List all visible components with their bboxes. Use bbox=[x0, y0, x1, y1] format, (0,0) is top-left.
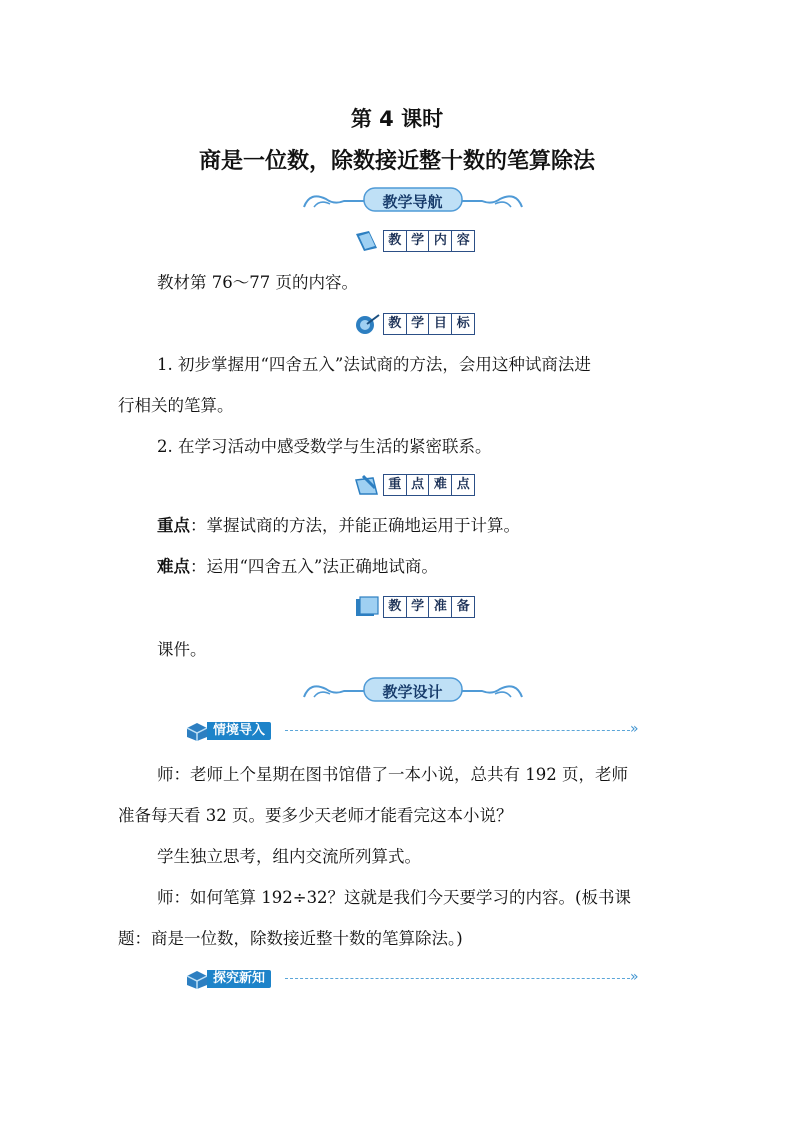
content-heading-char: 学 bbox=[406, 230, 430, 252]
prep-heading-char: 备 bbox=[451, 596, 475, 618]
nav-banner bbox=[300, 185, 525, 215]
lesson-number: 第 4 课时 bbox=[350, 107, 444, 131]
double-chevron-icon: » bbox=[630, 969, 639, 985]
goal-heading-char: 标 bbox=[451, 313, 475, 335]
dashed-rule bbox=[285, 730, 630, 731]
goal-heading-char: 教 bbox=[383, 313, 407, 335]
design-banner bbox=[300, 675, 525, 705]
goal-heading bbox=[353, 311, 483, 337]
section-explore-header bbox=[185, 968, 645, 990]
intro-p2: 学生独立思考，组内交流所列算式。 bbox=[157, 847, 421, 866]
goal-2: 2. 在学习活动中感受数学与生活的紧密联系。 bbox=[157, 437, 492, 456]
double-chevron-icon: » bbox=[630, 721, 639, 737]
cube-icon bbox=[185, 968, 209, 990]
materials-icon bbox=[353, 594, 381, 620]
difficulty bbox=[157, 557, 438, 577]
section-explore-label: 探究新知 bbox=[207, 970, 271, 988]
content-heading-char: 内 bbox=[428, 230, 452, 252]
prep-heading-char: 准 bbox=[428, 596, 452, 618]
goal-heading-char: 目 bbox=[428, 313, 452, 335]
prep-text: 课件。 bbox=[157, 640, 207, 659]
section-intro-label: 情境导入 bbox=[207, 722, 271, 740]
key-heading-char: 难 bbox=[428, 474, 452, 496]
key-heading-char: 点 bbox=[406, 474, 430, 496]
content-heading-char: 教 bbox=[383, 230, 407, 252]
dashed-rule bbox=[285, 978, 630, 979]
goal-1-line1: 1. 初步掌握用“四舍五入”法试商的方法，会用这种试商法进 bbox=[157, 355, 591, 374]
key-heading-char: 点 bbox=[451, 474, 475, 496]
book-icon bbox=[353, 228, 381, 254]
prep-heading-char: 学 bbox=[406, 596, 430, 618]
prep-heading-char: 教 bbox=[383, 596, 407, 618]
intro-p3-line1: 师：如何笔算 192÷32？这就是我们今天要学习的内容。(板书课 bbox=[157, 888, 631, 907]
prep-heading bbox=[353, 594, 483, 620]
diff-label: 难点 bbox=[157, 557, 190, 576]
diff-text: ：运用“四舍五入”法正确地试商。 bbox=[190, 557, 438, 576]
pencil-icon bbox=[353, 472, 381, 498]
design-banner-label: 教学设计 bbox=[382, 683, 443, 701]
intro-p3-line2: 题：商是一位数，除数接近整十数的笔算除法。) bbox=[118, 929, 463, 948]
content-heading bbox=[353, 228, 483, 254]
goal-heading-char: 学 bbox=[406, 313, 430, 335]
intro-p1-line2: 准备每天看 32 页。要多少天老师才能看完这本小说？ bbox=[118, 806, 513, 825]
key-point bbox=[157, 516, 520, 536]
key-heading bbox=[353, 472, 483, 498]
page-title: 商是一位数，除数接近整十数的笔算除法 bbox=[198, 149, 595, 174]
section-intro-header bbox=[185, 720, 645, 742]
goal-1-line2: 行相关的笔算。 bbox=[118, 396, 234, 415]
goal-icon bbox=[353, 311, 381, 337]
intro-p1-line1: 师：老师上个星期在图书馆借了一本小说，总共有 192 页，老师 bbox=[157, 765, 628, 784]
nav-banner-label: 教学导航 bbox=[382, 193, 443, 211]
cube-icon bbox=[185, 720, 209, 742]
content-text: 教材第 76～77 页的内容。 bbox=[157, 273, 358, 292]
key-text: ：掌握试商的方法，并能正确地运用于计算。 bbox=[190, 516, 520, 535]
key-label: 重点 bbox=[157, 516, 190, 535]
key-heading-char: 重 bbox=[383, 474, 407, 496]
content-heading-char: 容 bbox=[451, 230, 475, 252]
